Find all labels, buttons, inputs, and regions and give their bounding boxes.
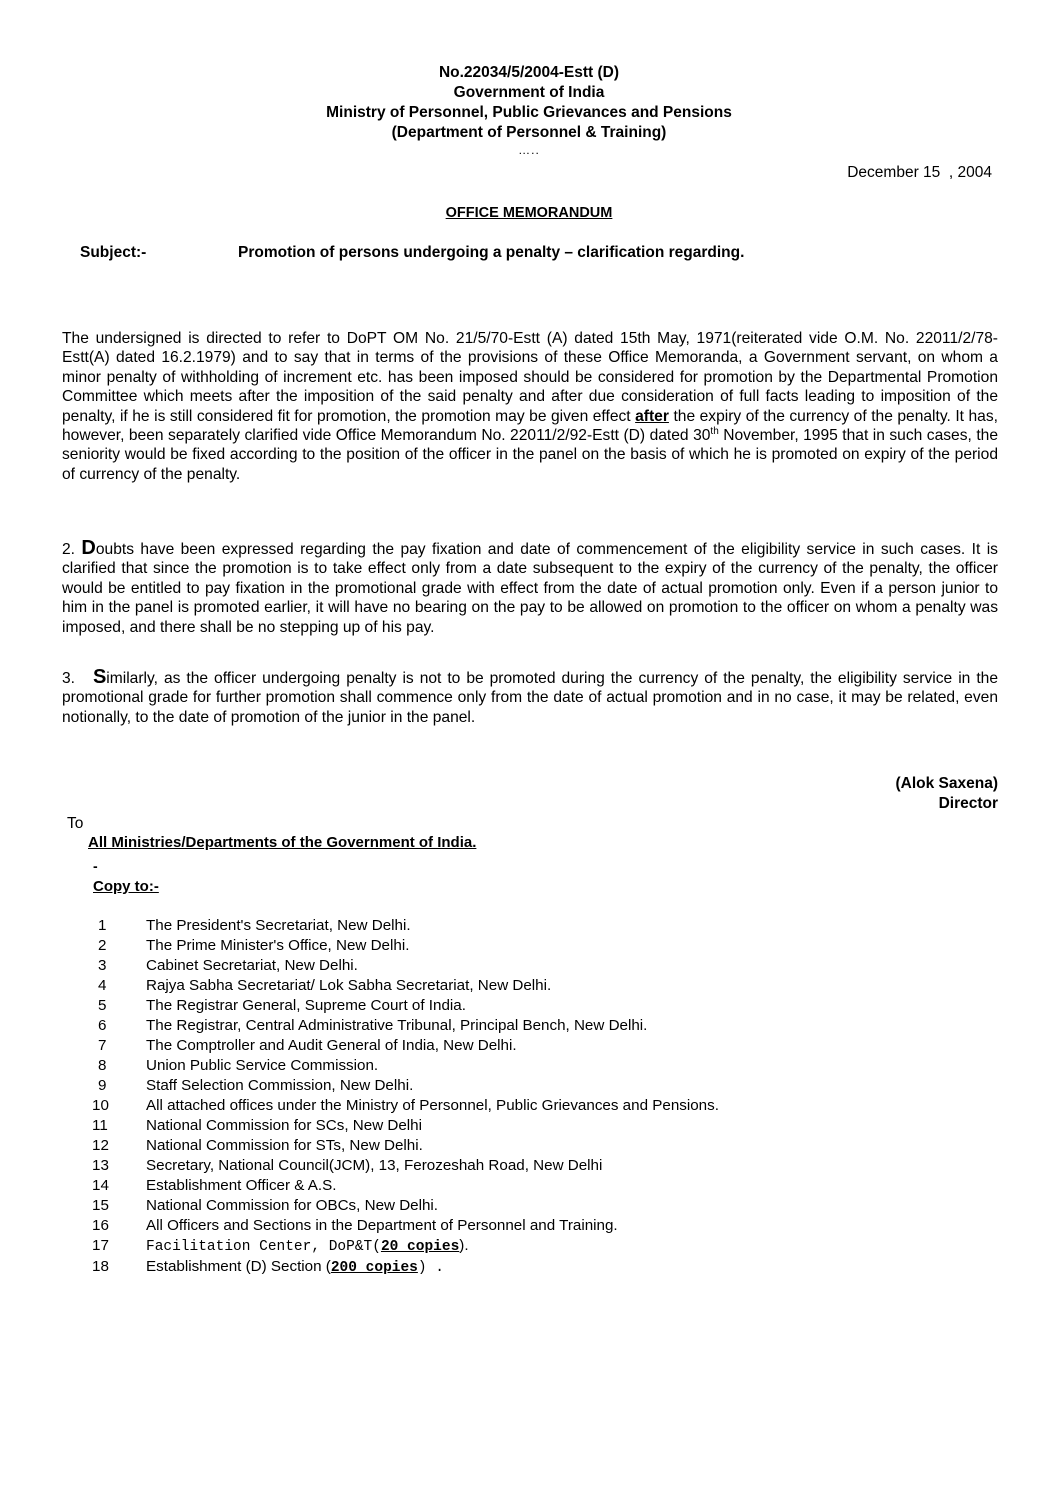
item-text: The Registrar, Central Administrative Tribunal, Principal Bench, New Delhi. xyxy=(146,1017,648,1034)
item-text: National Commission for STs, New Delhi. xyxy=(146,1137,423,1154)
item-text: National Commission for OBCs, New Delhi. xyxy=(146,1197,439,1214)
item-text: Secretary, National Council(JCM), 13, Ferozeshah Road, New Delhi xyxy=(146,1157,603,1174)
paragraph-1-text-c: November, 1995 that in such cases, the seniority would be fixed according to the position of the officer in the panel on the basis of which he is promoted on expiry of the period of currency of the penalty. xyxy=(62,427,998,483)
reference-number: No.22034/5/2004-Estt (D) xyxy=(438,64,620,81)
emphasis-after: after xyxy=(635,407,669,425)
item-text: All Officers and Sections in the Department of Personnel and Training. xyxy=(146,1217,618,1234)
item-number: 2 xyxy=(98,937,107,954)
signatory-name: (Alok Saxena) xyxy=(895,775,998,792)
ordinal-superscript: th xyxy=(710,425,719,437)
header-dots: ….. xyxy=(518,143,540,157)
item-number: 4 xyxy=(98,977,107,994)
to-label: To xyxy=(67,815,84,832)
item-text: Union Public Service Commission. xyxy=(146,1057,379,1074)
item-number: 3 xyxy=(98,957,107,974)
list-item xyxy=(92,1236,719,1257)
item-text: Staff Selection Commission, New Delhi. xyxy=(146,1077,414,1094)
paragraph-2 xyxy=(62,539,998,637)
copies-count: 200 copies xyxy=(330,1260,418,1276)
item-text: Rajya Sabha Secretariat/ Lok Sabha Secretariat, New Delhi. xyxy=(146,977,552,994)
item-text: The Registrar General, Supreme Court of India. xyxy=(146,997,466,1014)
item-tail: ). xyxy=(459,1237,469,1254)
item-number: 17 xyxy=(92,1237,109,1254)
item-text: Establishment (D) Section ( xyxy=(146,1258,331,1275)
item-text: The Prime Minister's Office, New Delhi. xyxy=(146,937,410,954)
copy-dash: - xyxy=(93,858,98,874)
subject-label: Subject:- xyxy=(80,244,147,261)
paragraph-3-text: imilarly, as the officer undergoing penalty is not to be promoted during the currency of the penalty, the eligibility service in the promotional grade for further promotion shall commence only from the date of actual promotion and in no case, it may be related, even notionally, to the date of promotion of the junior in the panel. xyxy=(62,670,998,726)
list-item xyxy=(92,1096,719,1116)
list-item xyxy=(92,1216,719,1236)
item-number: 8 xyxy=(98,1057,107,1074)
item-text: The President's Secretariat, New Delhi. xyxy=(146,917,411,934)
item-number: 16 xyxy=(92,1217,109,1234)
to-addressee: All Ministries/Departments of the Government of India. xyxy=(88,834,477,851)
ministry-name: Ministry of Personnel, Public Grievances and Pensions xyxy=(326,104,732,121)
page-title: OFFICE MEMORANDUM xyxy=(445,205,613,221)
item-number: 9 xyxy=(98,1077,107,1094)
paragraph-2-text: oubts have been expressed regarding the pay fixation and date of commencement of the eligibility service in such cases. It is clarified that since the promotion is to take effect only from a date subsequent to the expiry of the currency of the penalty, the officer would be entitled to pay fixation in the promotional grade with effect from the date of actual promotion only. Even if a person junior to him in the panel is promoted earlier, it will have no bearing on the pay to be allowed on promotion to the officer on whom a penalty was imposed, and there shall be no stepping up of his pay. xyxy=(62,541,998,636)
letterhead xyxy=(0,63,1058,157)
item-number: 12 xyxy=(92,1137,109,1154)
list-item xyxy=(96,1056,719,1076)
item-number: 5 xyxy=(98,997,107,1014)
list-item xyxy=(92,1257,719,1278)
item-text: National Commission for SCs, New Delhi xyxy=(146,1117,422,1134)
signatory-designation: Director xyxy=(938,795,998,812)
list-item xyxy=(92,1176,719,1196)
item-number: 10 xyxy=(92,1097,109,1114)
subject-text: Promotion of persons undergoing a penalty – clarification regarding. xyxy=(238,244,745,261)
department-name: (Department of Personnel & Training) xyxy=(391,124,667,141)
item-number: 11 xyxy=(92,1117,108,1134)
item-number: 18 xyxy=(92,1258,109,1275)
item-text: All attached offices under the Ministry of Personnel, Public Grievances and Pensions. xyxy=(146,1097,719,1114)
list-item xyxy=(92,1156,719,1176)
paragraph-2-number: 2. xyxy=(62,541,76,558)
item-number: 15 xyxy=(92,1197,109,1214)
copies-count: 20 copies xyxy=(380,1239,460,1255)
item-number: 6 xyxy=(98,1017,107,1034)
paragraph-2-initial: D xyxy=(81,537,96,559)
government-name: Government of India xyxy=(453,84,605,101)
list-item xyxy=(92,1116,719,1136)
list-item xyxy=(96,976,719,996)
list-item xyxy=(96,916,719,936)
list-item xyxy=(96,936,719,956)
item-number: 7 xyxy=(98,1037,107,1054)
list-item xyxy=(96,1036,719,1056)
copy-to-label: Copy to:- xyxy=(93,878,159,895)
list-item xyxy=(96,1076,719,1096)
item-number: 1 xyxy=(98,917,107,934)
paragraph-1-text-a: The undersigned is directed to refer to DoPT OM No. 21/5/70-Estt (A) dated 15th May, 1971(reiterated vide O.M. No. 22011/2/78-Estt(A) dated 16.2.1979) and to say that in terms of the provisions of these Office Memoranda, a Government servant, on whom a minor penalty of withholding of increment etc. has been imposed should be considered for promotion by the Departmental Promotion Committee which meets after the imposition of the said penalty and after due consideration of full facts leading to imposition of the penalty, if he is still considered fit for promotion, the promotion may be given effect xyxy=(62,330,998,425)
item-number: 14 xyxy=(92,1177,109,1194)
paragraph-1-text-b: the expiry of the currency of the penalty. It has, however, been separately clarified vide Office Memorandum No. 22011/2/92-Estt (D) dated 30 xyxy=(62,407,998,445)
item-text: Establishment Officer & A.S. xyxy=(146,1177,337,1194)
subject-line xyxy=(80,244,744,262)
list-item xyxy=(96,996,719,1016)
item-text: Facilitation Center, DoP&T( xyxy=(146,1239,381,1255)
list-item xyxy=(96,956,719,976)
item-tail: ) . xyxy=(417,1260,444,1276)
copy-to-list xyxy=(92,916,719,1278)
list-item xyxy=(96,1016,719,1036)
paragraph-3-initial: S xyxy=(92,666,107,688)
memo-date: December 15 , 2004 xyxy=(847,164,992,181)
list-item xyxy=(92,1196,719,1216)
item-text: Cabinet Secretariat, New Delhi. xyxy=(146,957,358,974)
item-text: The Comptroller and Audit General of India, New Delhi. xyxy=(146,1037,517,1054)
paragraph-3 xyxy=(62,668,998,727)
item-number: 13 xyxy=(92,1157,109,1174)
signature-block xyxy=(895,774,998,814)
paragraph-1 xyxy=(62,329,998,484)
paragraph-3-number: 3. xyxy=(62,670,76,687)
list-item xyxy=(92,1136,719,1156)
